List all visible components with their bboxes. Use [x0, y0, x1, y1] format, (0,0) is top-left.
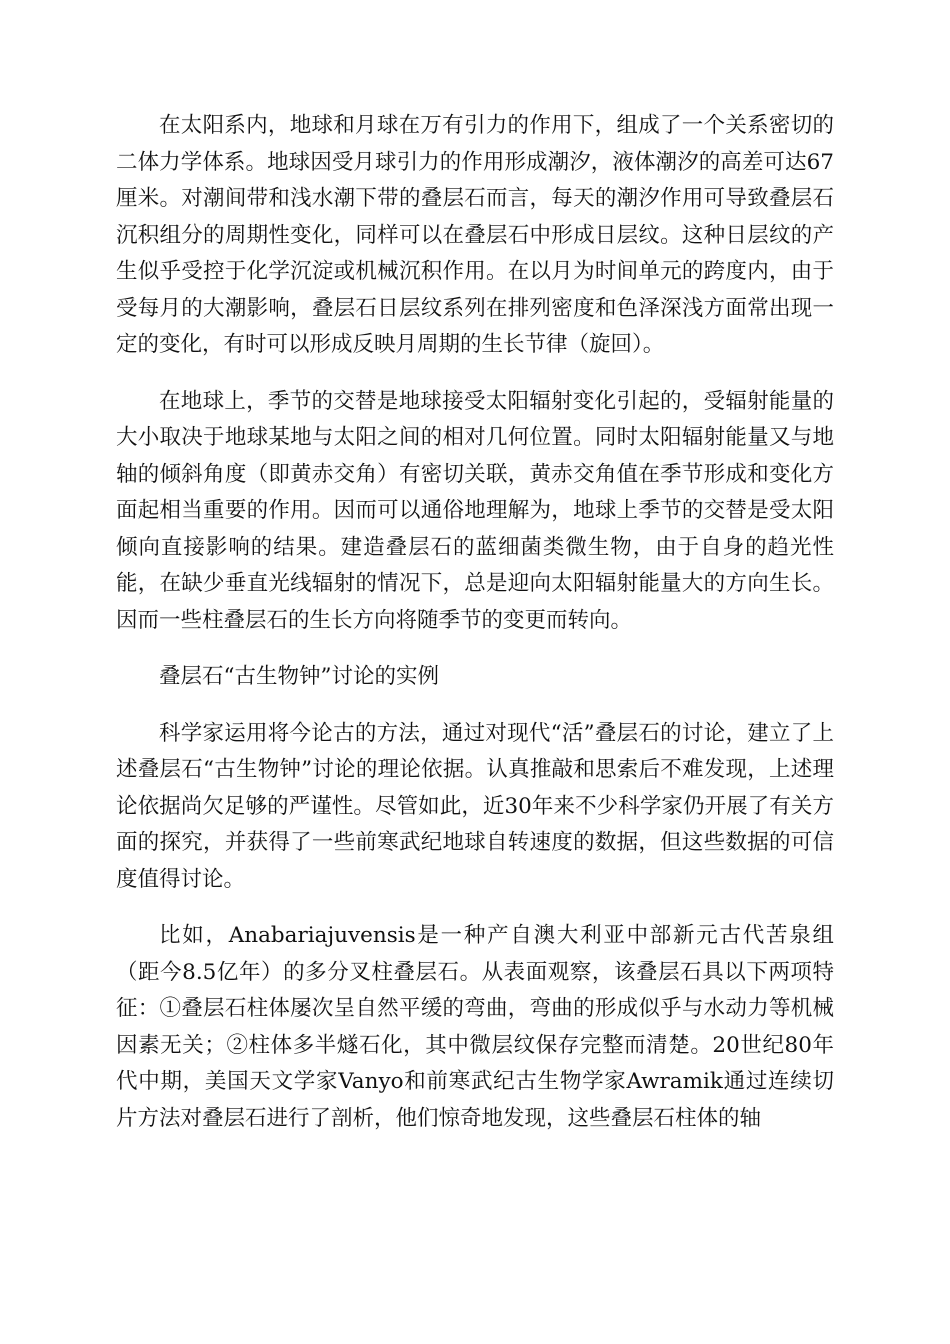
document-body — [116, 108, 834, 1157]
paragraph-tides: 在太阳系内，地球和月球在万有引力的作用下，组成了一个关系密切的二体力学体系。地球因受月球引力的作用形成潮汐，液体潮汐的高差可达67厘米。对潮间带和浅水潮下带的叠层石而言，每天的潮汐作用可导致叠层石沉积组分的周期性变化，同样可以在叠层石中形成日层纹。这种日层纹的产生似乎受控于化学沉淀或机械沉积作用。在以月为时间单元的跨度内，由于受每月的大潮影响，叠层石日层纹系列在排列密度和色泽深浅方面常出现一定的变化，有时可以形成反映月周期的生长节律（旋回）。 — [116, 113, 834, 357]
paragraph-seasons: 在地球上，季节的交替是地球接受太阳辐射变化引起的，受辐射能量的大小取决于地球某地与太阳之间的相对几何位置。同时太阳辐射能量又与地轴的倾斜角度（即黄赤交角）有密切关联，黄赤交角值在季节形成和变化方面起相当重要的作用。因而可以通俗地理解为，地球上季节的交替是受太阳倾向直接影响的结果。建造叠层石的蓝细菌类微生物，由于自身的趋光性能，在缺少垂直光线辐射的情况下，总是迎向太阳辐射能量大的方向生长。因而一些柱叠层石的生长方向将随季节的变更而转向。 — [116, 388, 834, 633]
paragraph-example: 比如，Anabariajuvensis是一种产自澳大利亚中部新元古代苦泉组（距今8.5亿年）的多分叉柱叠层石。从表面观察，该叠层石具以下两项特征：①叠层石柱体屡次呈自然平缓的弯曲，弯曲的形成似乎与水动力等机械因素无关；②柱体多半燧石化，其中微层纹保存完整而清楚。20世纪80年代中期，美国天文学家Vanyo和前寒武纪古生物学家Awramik通过连续切片方法对叠层石进行了剖析，他们惊奇地发现，这些叠层石柱体的轴 — [116, 923, 834, 1131]
paragraph-research: 科学家运用将今论古的方法，通过对现代“活”叠层石的讨论，建立了上述叠层石“古生物钟”讨论的理论依据。认真推敲和思索后不难发现，上述理论依据尚欠足够的严谨性。尽管如此，近30年来不少科学家仍开展了有关方面的探究，并获得了一些前寒武纪地球自转速度的数据，但这些数据的可信度值得讨论。 — [116, 720, 834, 892]
section-heading: 叠层石“古生物钟”讨论的实例 — [159, 664, 439, 689]
